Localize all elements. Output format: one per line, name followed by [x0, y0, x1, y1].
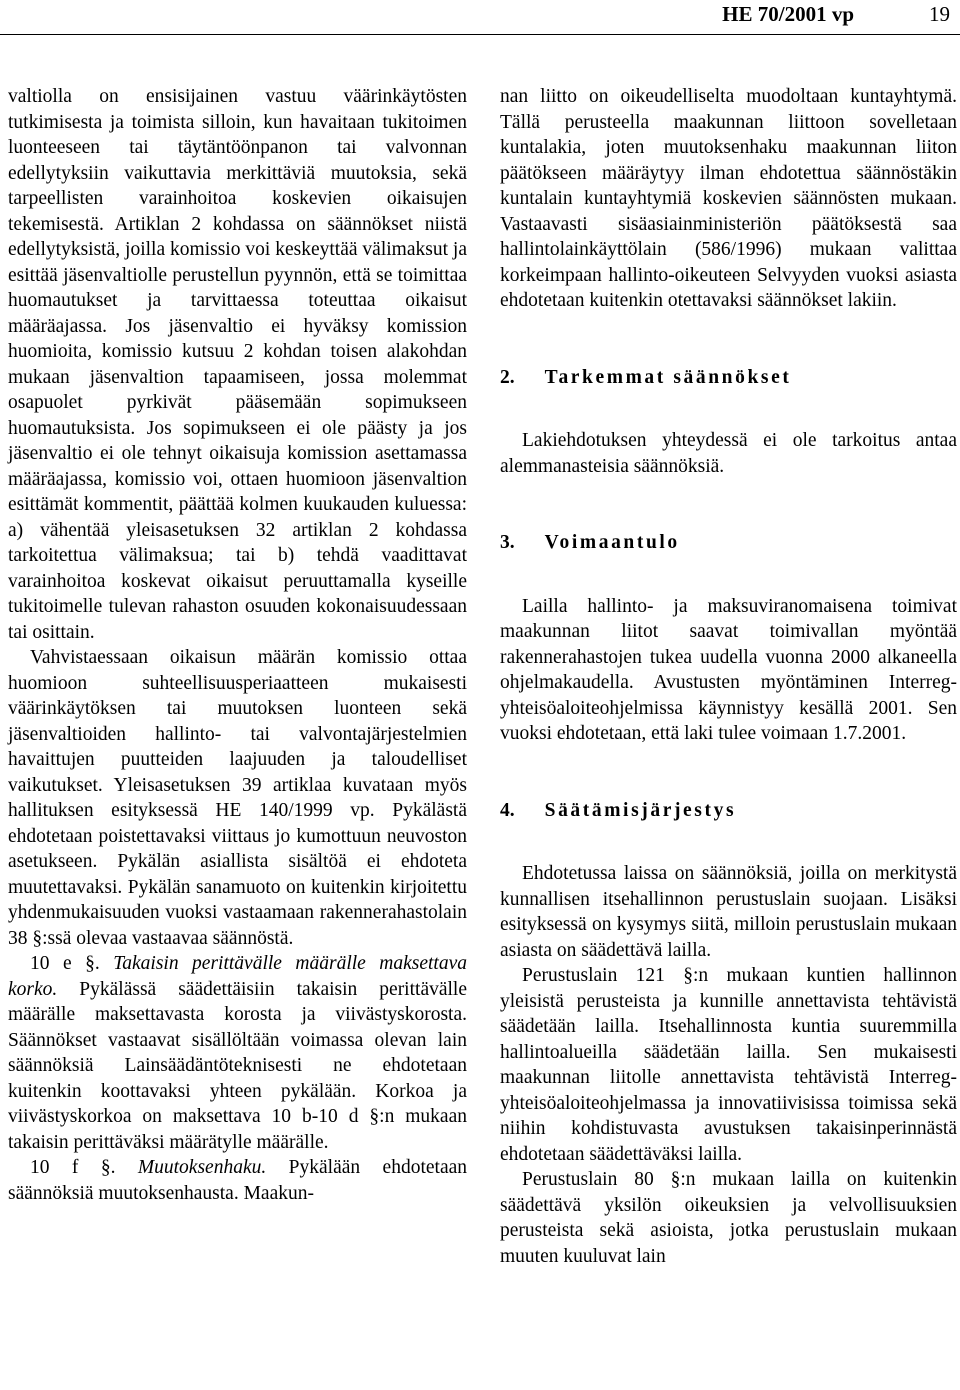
section-title-4	[500, 798, 957, 824]
right-column	[500, 84, 957, 1269]
section-reference: 10 e §.	[30, 953, 100, 974]
section-heading: Takaisin perittävälle määrälle maksettava korko.	[8, 953, 467, 1000]
section-text: Pykälässä säädettäisiin takaisin perittävälle määrälle maksettavasta korosta ja viivästyskorosta. Säännökset vastaavat sisällöltään voimassa olevan lain säännöksiä Lainsäädäntöteknisesti ne ehdotetaan kuitenkin koottavaksi yhteen pykälään. Korkoa ja viivästyskorkoa on maksettava 10 b-10 d §:n mukaan takaisin perittäväksi määrätylle määrälle.	[8, 978, 467, 1153]
section-title-2	[500, 365, 957, 391]
left-column	[8, 84, 467, 1206]
paragraph: Lailla hallinto- ja maksuviranomaisena toimivat maakunnan liitot saavat toimivallan myöntää rakennerahastojen tukea uudella vuonna 2000 alkaneella ohjelmakaudella. Avustusten myöntäminen Interreg-yhteisöaloiteohjelmissa käynnistyy kesällä 2001. Sen vuoksi ehdotetaan, että laki tulee voimaan 1.7.2001.	[500, 595, 957, 744]
paragraph: Vahvistaessaan oikaisun määrän komissio ottaa huomioon suhteellisuusperiaatteen mukaisesti väärinkäytöksen tai muutoksen luonteen sekä jäsenvaltioiden hallinto- tai valvontajärjestelmien havaittujen puutteiden laajuuden ja taloudelliset vaikutukset. Yleisasetuksen 39 artiklaa kuvataan myös hallituksen esityksessä HE 140/1999 vp. Pykälästä ehdotetaan poistettavaksi viittaus jo kumottuun neuvoston asetukseen. Pykälän asiallista sisältöä ei ehdoteta muutettavaksi. Pykälän sanamuoto on kuitenkin kirjoitettu yhdenmukaisuuden vuoksi vastaamaan rakennerahastolain 38 §:ssä olevaa vastaavaa säännöstä.	[8, 647, 467, 949]
section-title-text: Voimaantulo	[544, 532, 680, 553]
section-title-3	[500, 530, 957, 556]
section-number: 2.	[500, 366, 515, 388]
section-title-text: Säätämisjärjestys	[544, 799, 737, 821]
section-number: 3.	[500, 532, 515, 553]
paragraph: Lakiehdotuksen yhteydessä ei ole tarkoitus antaa alemmanasteisia säännöksiä.	[500, 430, 957, 477]
paragraph: valtiolla on ensisijainen vastuu väärinkäytösten tutkimisesta ja toimista silloin, kun havaitaan tukitoimen luonteeseen tai täytäntöönpanon tai valvonnan edellytyksiin vaikuttavia merkittäviä muutoksia, sekä tarpeellisten varainhoitoa koskevien oikaisujen tekemisestä. Artiklan 2 kohdassa on säännökset niistä edellytyksistä, joilla komissio voi keskeyttää välimaksut ja esittää jäsenvaltiolle perustellun pyynnön, että se toimittaa huomautukset ja tarvittaessa toteuttaa oikaisut määräajassa. Jos jäsenvaltio ei hyväksy komission huomioita, komissio kutsuu 2 kohdan toisen alakohdan mukaan jäsenvaltion tapaamiseen, jossa molemmat osapuolet pyrkivät pääsemään sopimukseen huomautuksista. Jos sopimukseen ei ole päästy ja jos jäsenvaltio ei ole tehnyt oikaisuja komission asettamassa määräajassa, komissio voi, ottaen huomioon jäsenvaltion esittämät kommentit, päättää kolmen kuukauden kuluessa: a) vähentää yleisasetuksen 32 artiklan 2 kohdassa tarkoitettua välimaksua; tai b) tehdä vaadittavat varainhoitoa koskevat oikaisut peruuttamalla kyseille tukitoimelle tulevan rahaston osuuden kokonaisuudessaan tai osittain.	[8, 86, 467, 643]
section-title-text: Tarkemmat säännökset	[544, 366, 792, 388]
page-number: 19	[929, 2, 950, 26]
paragraph: Perustuslain 121 §:n mukaan kuntien hallinnon yleisistä perusteista ja kunnille annettavista tehtävistä säädetään lailla. Itsehallinnosta kuntia suuremmilla hallintoalueilla säädetään lailla. Sen mukaisesti maakunnan liitolle annettavista tehtävistä Interreg-yhteisöaloiteohjelmassa ja innovatiivisissa toimissa sekä niihin kohdistuvasta avustuksen takaisinperinnästä ehdotetaan säädettäväksi lailla.	[500, 965, 957, 1165]
paragraph-section-10e	[8, 951, 467, 1155]
section-reference: 10 f §.	[30, 1157, 116, 1178]
section-text: Pykälään ehdotetaan säännöksiä muutoksenhausta. Maakun-	[8, 1157, 468, 1204]
section-number: 4.	[500, 799, 515, 821]
header-rule	[0, 34, 960, 35]
paragraph: Perustuslain 80 §:n mukaan lailla on kuitenkin säädettävä yksilön oikeuksien ja velvollisuuksien perusteista sekä asioista, jotka perustuslain mukaan muuten kuuluvat lain	[500, 1169, 957, 1267]
paragraph: nan liitto on oikeudelliselta muodoltaan kuntayhtymä. Tällä perusteella maakunnan liittoon sovelletaan kuntalakia, joten muutoksenhaku maakunnan liiton päätökseen määräytyy ilman ehdotettua säännöstäkin kuntalain kuntayhtymiä koskevien säännösten mukaan. Vastaavasti sisäasiainministeriön päätöksestä saa hallintolainkäyttölain (586/1996) mukaan valittaa korkeimpaan hallinto-oikeuteen Selvyyden vuoksi asiasta ehdotetaan kuitenkin otettavaksi säännökset lakiin.	[500, 86, 957, 311]
document-id: HE 70/2001 vp	[722, 2, 854, 26]
page-header	[0, 0, 960, 34]
paragraph: Ehdotetussa laissa on säännöksiä, joilla on merkitystä kunnallisen itsehallinnon perustuslain suojaan. Lisäksi esityksessä on kysymys siitä, milloin perustuslain mukaan asiasta on säädettävä lailla.	[500, 863, 957, 961]
paragraph-section-10f	[8, 1155, 467, 1206]
section-heading: Muutoksenhaku.	[137, 1157, 267, 1178]
